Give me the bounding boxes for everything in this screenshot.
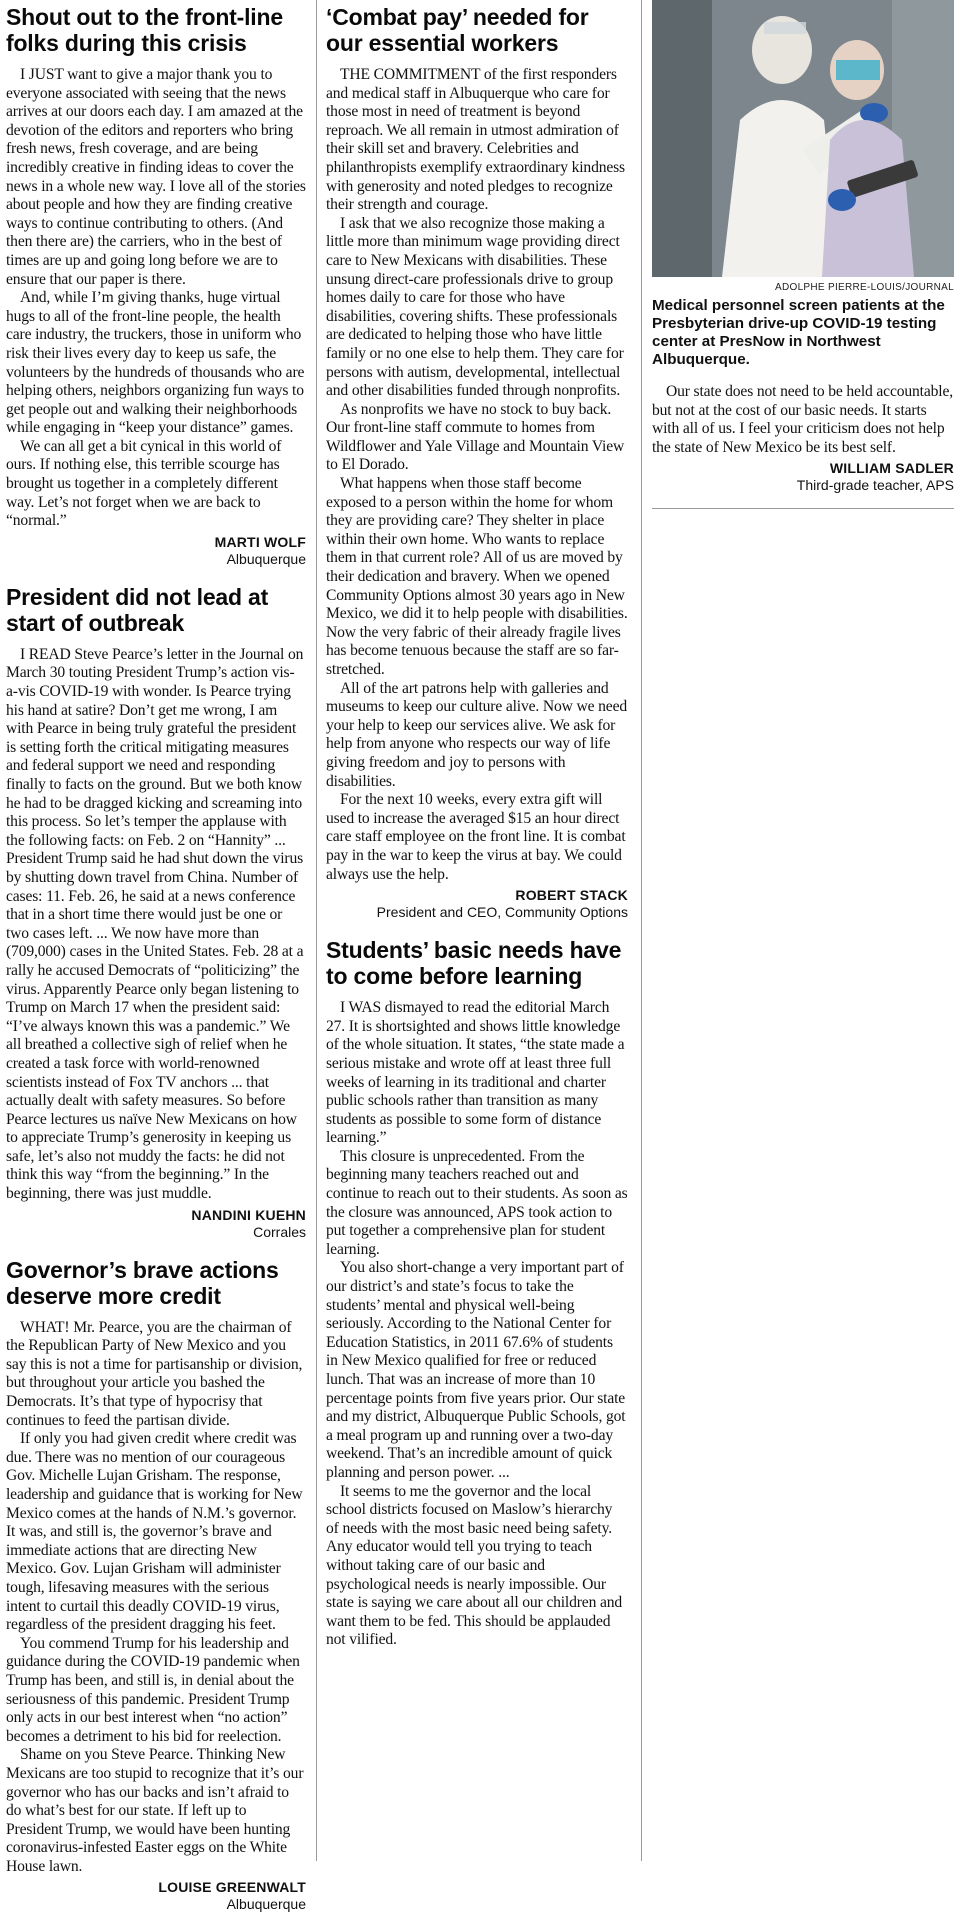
letter-body-continued	[652, 383, 954, 457]
letter-headline: Students’ basic needs have to come before learning	[326, 937, 622, 990]
letter-signature	[6, 1207, 306, 1241]
letter-body	[6, 66, 306, 531]
letter-paragraph: Shame on you Steve Pearce. Thinking New Mexicans are too stupid to recognize that it’s our governor who has our backs and isn’t afraid to do what’s best for our state. If left up to President Trump, we would have been hunting coronavirus-infested Easter eggs on the White House lawn.	[6, 1746, 304, 1875]
letter-paragraph: You also short-change a very important part of our district’s and state’s focus to take the students’ mental and physical well-being seriously. According to the National Center for Education Statistics, in 2011 67.6% of students in New Mexico qualified for free or reduced lunch. That was an increase of more than 10 percentage points from five years prior. Our state and my district, Albuquerque Public Schools, got a meal program up and running over a two-day weekend. That’s an incredible amount of quick planning and person power. ...	[326, 1259, 626, 1481]
letter-paragraph: All of the art patrons help with galleries and museums to keep our culture alive. Now we need your help to keep our services alive. We ask for help from anyone who respects our way of life giving freedom and joy to persons with disabilities.	[326, 679, 627, 790]
letter-paragraph: If only you had given credit where credit was due. There was no mention of our courageous Gov. Michelle Lujan Grisham. The response, leadership and guidance that is working for New Mexico comes at the hands of N.M.’s governor. It was, and still is, the governor’s brave and immediate actions that are directing New Mexico. Gov. Lujan Grisham will administer tough, lifesaving measures with the serious intent to curtail this deadly COVID-19 virus, regardless of the president dragging his feet.	[6, 1430, 303, 1634]
letter-president	[6, 584, 306, 1241]
letter-signature	[6, 1879, 306, 1913]
letter-headline: President did not lead at start of outbreak	[6, 583, 269, 636]
letter-paragraph: As nonprofits we have no stock to buy back. Our front-line staff commute to homes from Wildflower and Yale Village and Mountain View to El Dorado.	[326, 400, 625, 474]
letter-body	[6, 646, 306, 1204]
letter-paragraph: THE COMMITMENT of the first responders and medical staff in Albuquerque who care for those most in need of treatment is beyond reproach. We all remain in utmost admiration of their skill set and bravery. Celebrities and philanthropists exemplify extraordinary kindness with generosity and noted pledges to recognize their strength and courage.	[326, 66, 625, 214]
photo-credit: ADOLPHE PIERRE-LOUIS/JOURNAL	[775, 282, 954, 293]
column-1	[6, 0, 306, 1929]
letter-paragraph: What happens when those staff become exposed to a person within the home for whom they are providing care? They shelter in place within their own home. Who wants to replace them in that current role? All of us are moved by their dedication and bravery. When we opened Community Options almost 30 years ago in New Mexico, we did it to help people with disabilities. Now the very fabric of their already fragile lives has become tenuous because the staff are so far-stretched.	[326, 475, 628, 678]
letter-body	[326, 66, 628, 884]
letter-body	[6, 1319, 306, 1877]
column-3	[652, 0, 954, 509]
author-name: NANDINI KUEHN	[191, 1206, 306, 1223]
author-location: Corrales	[253, 1223, 306, 1240]
letter-signature	[652, 460, 954, 494]
author-name: WILLIAM SADLER	[829, 460, 954, 477]
column-2	[326, 0, 628, 1666]
letter-paragraph: I WAS dismayed to read the editorial March 27. It is shortsighted and shows little knowledge of the whole situation. It states, “the state made a serious mistake and wrote off at least three full weeks of learning in its traditional and charter public schools rather than transition as many students as possible to some form of distance learning.”	[326, 999, 625, 1147]
letter-body	[326, 999, 628, 1650]
letter-paragraph: I ask that we also recognize those making a little more than minimum wage providing direct care to New Mexicans with disabilities. These unsung direct-care professionals drive to group homes daily to care for those who have disabilities, covering shifts. These professionals are dedicated to helping those who have little family or no one else to help them. They care for persons with autism, developmental, intellectual and other disabilities funded through nonprofits.	[326, 214, 624, 400]
letter-headline: ‘Combat pay’ needed for our essential workers	[326, 4, 589, 56]
column-rule	[641, 0, 642, 1861]
letter-paragraph: This closure is unprecedented. From the beginning many teachers reached out and continue to reach out to their students. As soon as the closure was announced, APS took action to put together a comprehensive plan for student learning.	[326, 1147, 628, 1258]
letter-paragraph: I READ Steve Pearce’s letter in the Journal on March 30 touting President Trump’s action vis-a-vis COVID-19 with wonder. Is Pearce trying his hand at satire? Don’t get me wrong, I am with Pearce in being truly grateful the president is setting forth the critical mitigating measures and federal support we need and responding finally to facts on the ground. But we both know he had to be dragged kicking and screaming into this process. So let’s temper the applause with the following facts: on Feb. 2 on “Hannity” ... President Trump said he had shut down the virus by shutting down travel from China. Number of cases: 11. Feb. 26, he said at a news conference that in a short time there would just be one or two cases left. ... We now have more than (709,000) cases in the United States. Feb. 28 at a rally he accused Democrats of “politicizing” the virus. Apparently Pearce only began listening to Trump on March 17 when the president said: “I’ve always known this was a pandemic.” We all breathed a collective sigh of relief when he created a task force with world-renowned scientists instead of Fox TV anchors ... that actually dealt with safety measures. So before Pearce lectures us naïve New Mexicans on how to appreciate Trump’s generosity in keeping us safe, let’s also not muddy the facts: he did not think this way “from the beginning.” In the beginning, there was just muddle.	[6, 645, 304, 1203]
letter-paragraph: And, while I’m giving thanks, huge virtual hugs to all of the front-line people, the health care industry, the truckers, those in uniform who risk their lives every day to keep us safe, the volunteers by the hundreds of thousands who are helping others, neighbors organizing fun ways to get people out and walking their neighborhoods while engaging in “keep your distance” games.	[6, 289, 305, 437]
letter-paragraph: I JUST want to give a major thank you to everyone associated with seeing that the news arrives at our doors each day. I am amazed at the devotion of the editors and reporters who bring fresh news, fresh coverage, and are being incredibly creative in finding ideas to cover the news in a whole new way. I love all of the stories about people and how they are finding creative ways to continue contributing to others. (And then there are) the carriers, who in the best of times are up and going long before we are to ensure that our paper is there.	[6, 66, 306, 288]
letter-paragraph: For the next 10 weeks, every extra gift will used to increase the averaged $15 an hour direct care staff employee on the front line. It is combat pay in the war to keep the virus at bay. We could always use the help.	[326, 791, 626, 883]
news-photo	[652, 0, 954, 277]
column-rule	[316, 0, 317, 1861]
letter-paragraph: You commend Trump for his leadership and guidance during the COVID-19 pandemic when Trump has been, and still is, in denial about the seriousness of this pandemic. President Trump only acts in our best interest when “no action” becomes a detriment to his bid for reelection.	[6, 1634, 300, 1745]
section-divider	[652, 508, 954, 509]
author-location: Albuquerque	[226, 550, 306, 567]
letter-shout-out	[6, 4, 306, 568]
author-name: MARTI WOLF	[214, 533, 306, 550]
letter-governor	[6, 1257, 306, 1914]
letter-headline: Governor’s brave actions deserve more credit	[6, 1256, 279, 1309]
author-location: President and CEO, Community Options	[376, 904, 628, 921]
medical-personnel-photo	[652, 0, 954, 277]
letter-headline: Shout out to the front-line folks during this crisis	[6, 4, 283, 56]
letter-paragraph: WHAT! Mr. Pearce, you are the chairman of the Republican Party of New Mexico and you say this is not a time for partisanship or division, but throughout your article you bashed the Democrats. It’s that type of hypocrisy that continues to feed the partisan divide.	[6, 1318, 303, 1429]
letter-combat-pay	[326, 4, 628, 921]
letter-students	[326, 937, 628, 1650]
photo-caption: Medical personnel screen patients at the Presbyterian drive-up COVID-19 testing center at PresNow in Northwest Albuquerque.	[652, 297, 945, 368]
letter-signature	[326, 887, 628, 921]
author-name: LOUISE GREENWALT	[158, 1879, 306, 1896]
letter-paragraph: Our state does not need to be held accountable, but not at the cost of our basic needs. It starts with all of us. I feel your criticism does not help the state of New Mexico be its best self.	[652, 383, 953, 456]
author-location: Third-grade teacher, APS	[796, 477, 954, 494]
author-location: Albuquerque	[226, 1896, 306, 1913]
letter-paragraph: We can all get a bit cynical in this world of ours. If nothing else, this terrible scourge has brought us together in a completely different way. Let’s not forget when we are back to “normal.”	[6, 437, 282, 530]
author-name: ROBERT STACK	[515, 887, 628, 904]
letter-paragraph: It seems to me the governor and the local school districts focused on Maslow’s hierarchy of needs with the most basic need being safety. Any educator would tell you trying to teach without taking care of our basic and psychological needs is nearly impossible. Our state is saying we care about all our children and want them to be fed. This should be applauded not vilified.	[326, 1482, 623, 1649]
letter-signature	[6, 534, 306, 568]
